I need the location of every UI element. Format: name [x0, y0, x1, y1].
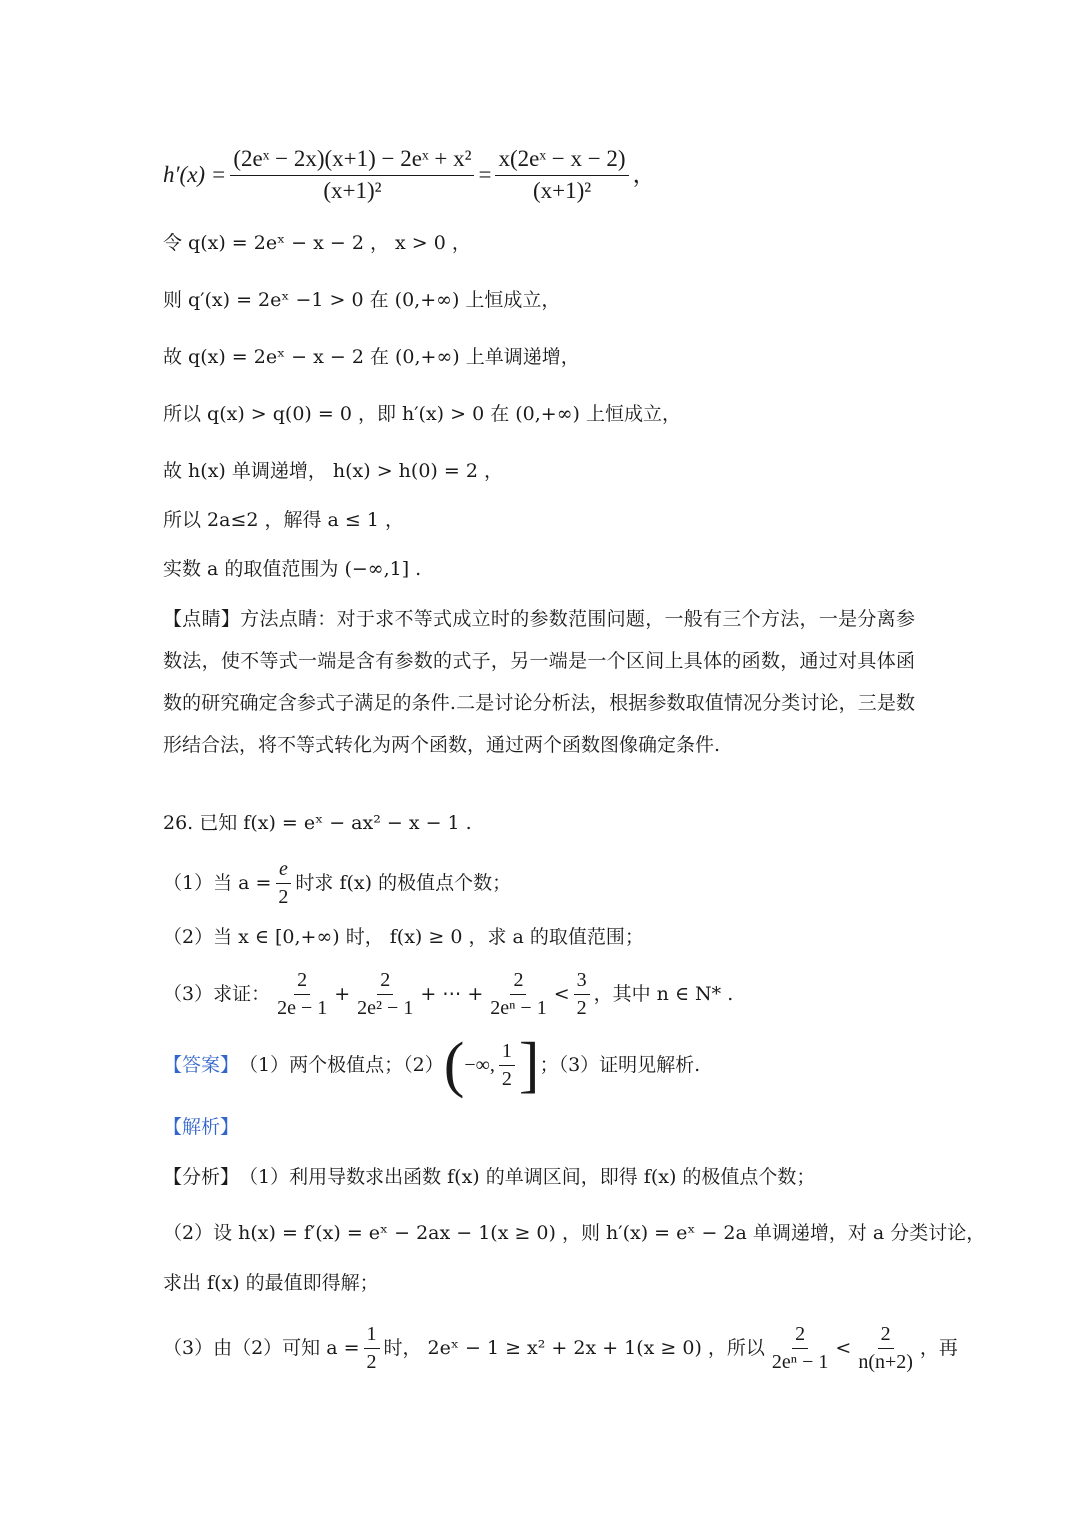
- denominator: n(n+2): [858, 1350, 913, 1373]
- text-line: 实数 a 的取值范围为 (−∞,1] .: [163, 558, 422, 580]
- denominator: 2: [278, 885, 289, 908]
- numerator: 2: [878, 1323, 894, 1349]
- numerator: 1: [364, 1323, 380, 1349]
- derivative-h-line: [163, 140, 930, 210]
- answer-line: [163, 1031, 930, 1099]
- numerator: 2: [510, 969, 526, 995]
- text: ；（3）证明见解析.: [539, 1054, 701, 1076]
- tip-paragraph: [163, 598, 915, 766]
- numerator: x(2eˣ − x − 2): [495, 146, 628, 175]
- equals: =: [478, 162, 492, 187]
- text: 时求 f(x) 的极值点个数；: [295, 872, 512, 894]
- fraction: [275, 858, 291, 909]
- analysis-tag: 【分析】: [163, 1166, 240, 1188]
- interval-bracket-right: ]: [518, 1031, 540, 1099]
- question-part-2: （2）当 x ∈ [0,+∞) 时， f(x) ≥ 0 ，求 a 的取值范围；: [163, 926, 644, 948]
- text: （1）当 a =: [163, 872, 272, 894]
- tip-text: 方法点睛：对于求不等式成立时的参数范围问题，一般有三个方法，一是分离参数法，使不等式一端是含有参数的式子，另一端是一个区间上具体的函数，通过对具体函数的研究确定含参式子满足的条件.二是讨论分析法，根据参数取值情况分类讨论，三是数形结合法，将不等式转化为两个函数，通过两个函数图像确定条件.: [163, 608, 915, 756]
- fraction: [274, 969, 330, 1020]
- punctuation: ，: [632, 162, 656, 187]
- numerator: 2: [377, 969, 393, 995]
- numerator: 2: [294, 969, 310, 995]
- ellipsis: + ⋯ +: [420, 983, 484, 1005]
- fraction: [364, 1323, 380, 1374]
- denominator: 2: [501, 1067, 512, 1090]
- question-part-1: [163, 855, 930, 911]
- tip-label: 【点睛】: [163, 608, 241, 630]
- denominator: (x+1)²: [323, 177, 382, 203]
- text: （1）利用导数求出函数 f(x) 的单调区间，即得 f(x) 的极值点个数；: [239, 1166, 816, 1188]
- text-line: 故 h(x) 单调递增， h(x) > h(0) = 2 ，: [163, 460, 503, 482]
- denominator: 2e² − 1: [357, 996, 414, 1019]
- numerator: e: [276, 858, 291, 884]
- text: （1）两个极值点；（2）: [239, 1054, 444, 1076]
- text: （3）求证：: [163, 983, 271, 1005]
- fraction: [354, 969, 416, 1020]
- answer-label: 【答案】: [163, 1054, 240, 1076]
- h-prime-lhs: h′(x) =: [163, 162, 227, 187]
- text-line: 则 q′(x) = 2eˣ −1 > 0 在 (0,+∞) 上恒成立，: [163, 289, 561, 311]
- fraction: [495, 146, 628, 204]
- text-line: 所以 2a≤2 ，解得 a ≤ 1 ，: [163, 509, 404, 531]
- fraction: [574, 969, 590, 1020]
- denominator: 2: [576, 996, 587, 1019]
- text: 时， 2eˣ − 1 ≥ x² + 2x + 1(x ≥ 0) ，所以: [383, 1337, 765, 1359]
- analysis-line-4: [163, 1318, 958, 1378]
- question-26: 26. 已知 f(x) = eˣ − ax² − x − 1 .: [163, 812, 472, 834]
- text-line: 令 q(x) = 2eˣ − x − 2 ， x > 0 ，: [163, 232, 471, 254]
- denominator: 2eⁿ − 1: [771, 1350, 829, 1373]
- numerator: 1: [499, 1040, 515, 1066]
- denominator: 2e − 1: [277, 996, 328, 1019]
- numerator: 2: [792, 1323, 808, 1349]
- interval-start: −∞,: [464, 1054, 495, 1076]
- fraction: [855, 1323, 916, 1374]
- text: （3）由（2）可知 a =: [163, 1337, 360, 1359]
- fraction: [230, 146, 474, 204]
- numerator: 3: [574, 969, 590, 995]
- fraction: [769, 1323, 831, 1374]
- denominator: (x+1)²: [532, 177, 592, 203]
- numerator: (2eˣ − 2x)(x+1) − 2eˣ + x²: [230, 146, 474, 175]
- fraction: [499, 1040, 515, 1091]
- text: ，再: [919, 1337, 958, 1359]
- less-than: <: [835, 1337, 852, 1359]
- analysis-line-1: [163, 1162, 930, 1192]
- analysis-line-2: （2）设 h(x) = f′(x) = eˣ − 2ax − 1(x ≥ 0) ，则 h′(x) = eˣ − 2a 单调递增，对 a 分类讨论，: [163, 1222, 986, 1244]
- analysis-label: 【解析】: [163, 1116, 240, 1138]
- fraction: [487, 969, 549, 1020]
- interval-bracket-left: (: [443, 1031, 465, 1099]
- text-line: 故 q(x) = 2eˣ − x − 2 在 (0,+∞) 上单调递增，: [163, 346, 580, 368]
- plus: +: [334, 983, 351, 1005]
- denominator: 2eⁿ − 1: [490, 996, 547, 1019]
- question-part-3: [163, 965, 930, 1023]
- text-line: 所以 q(x) > q(0) = 0 ，即 h′(x) > 0 在 (0,+∞) 上恒成立，: [163, 403, 681, 425]
- analysis-line-3: 求出 f(x) 的最值即得解；: [163, 1272, 379, 1294]
- less-than: <: [553, 983, 570, 1005]
- text: ，其中 n ∈ N* .: [593, 983, 734, 1005]
- denominator: 2: [366, 1350, 377, 1373]
